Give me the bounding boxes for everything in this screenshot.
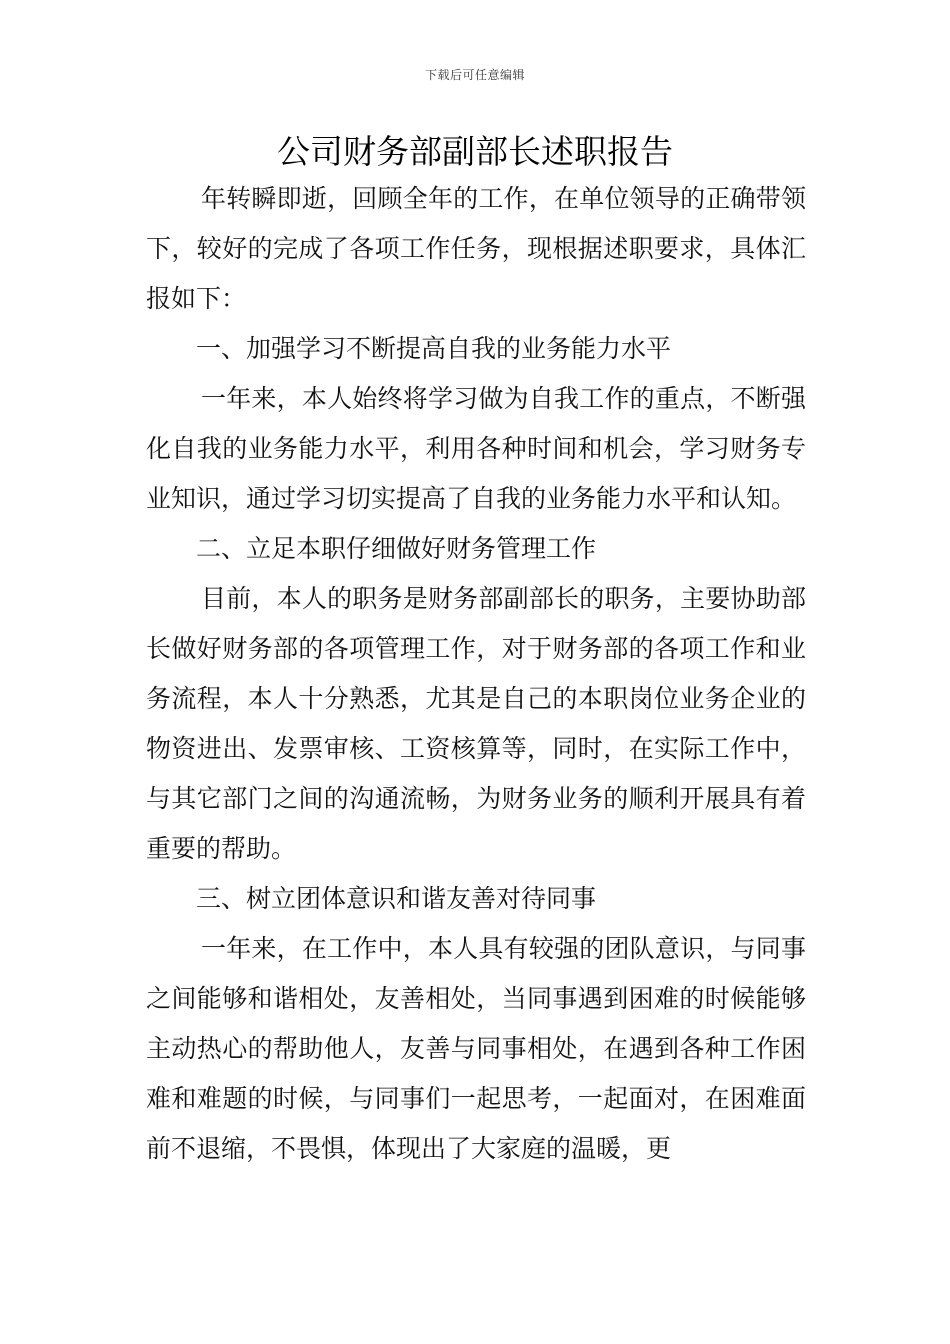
section-paragraph-3: 一年来，在工作中，本人具有较强的团队意识，与同事之间能够和谐相处，友善相处，当同事遇到困难的时候能够主动热心的帮助他人，友善与同事相处，在遇到各种工作困难和难题的时候，与同事们一起思考，一起面对，在困难面前不退缩，不畏惧，体现出了大家庭的温暖，更 xyxy=(146,934,806,1163)
header-note: 下载后可任意编辑 xyxy=(424,68,525,82)
section-paragraph-1: 一年来，本人始终将学习做为自我工作的重点，不断强化自我的业务能力水平，利用各种时间和机会，学习财务专业知识，通过学习切实提高了自我的业务能力水平和认知。 xyxy=(146,384,806,513)
intro-paragraph: 年转瞬即逝，回顾全年的工作，在单位领导的正确带领下，较好的完成了各项工作任务，现根据述职要求，具体汇报如下： xyxy=(146,184,806,313)
section-heading-1: 一、加强学习不断提高自我的业务能力水平 xyxy=(196,334,672,363)
section-paragraph-2: 目前，本人的职务是财务部副部长的职务，主要协助部长做好财务部的各项管理工作，对于财务部的各项工作和业务流程，本人十分熟悉，尤其是自己的本职岗位业务企业的物资进出、发票审核、工资核算等，同时，在实际工作中，与其它部门之间的沟通流畅，为财务业务的顺利开展具有着重要的帮助。 xyxy=(146,584,806,863)
section-heading-3: 三、树立团体意识和谐友善对待同事 xyxy=(196,884,597,913)
document-title: 公司财务部副部长述职报告 xyxy=(277,132,673,171)
document-body xyxy=(146,174,806,1174)
section-heading-2: 二、立足本职仔细做好财务管理工作 xyxy=(196,534,597,563)
